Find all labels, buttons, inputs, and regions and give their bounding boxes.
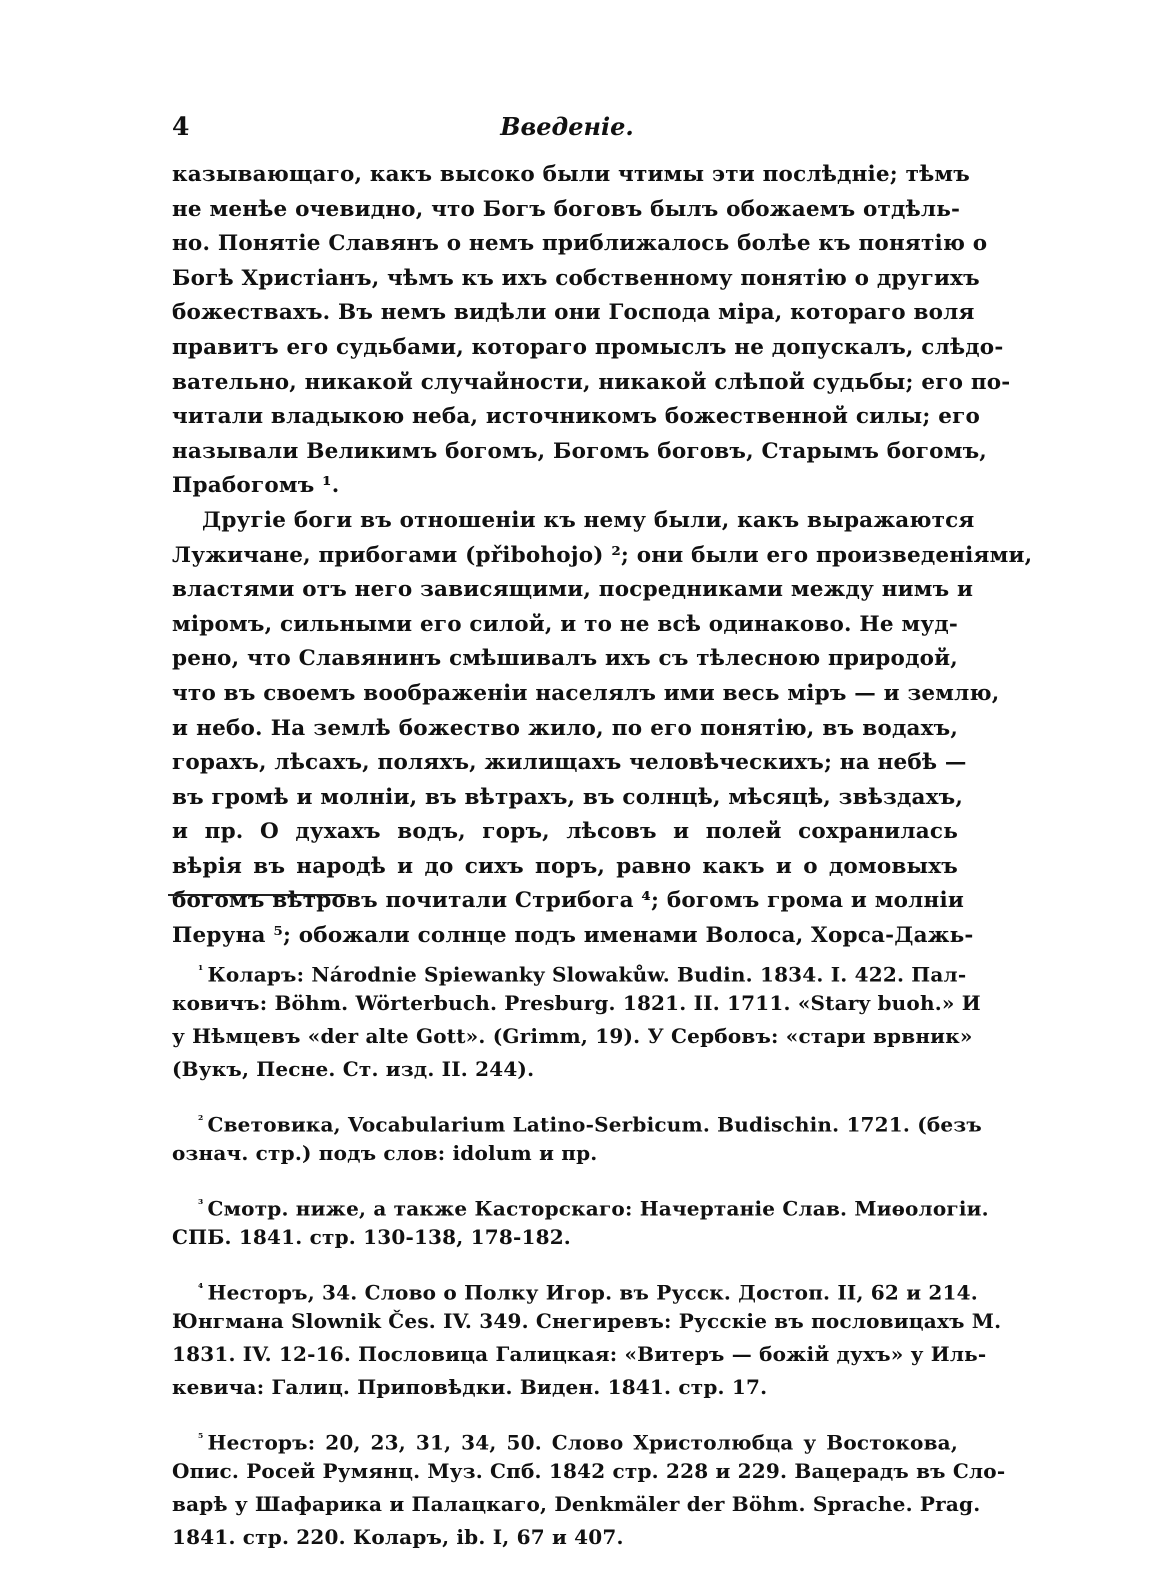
footnote-5 [172,1422,1006,1554]
footnote-marker: ⁴ [198,1281,204,1295]
footnote-line: СПБ. 1841. стр. 130-138, 178-182. [172,1225,571,1249]
paragraph-2 [172,504,1033,954]
text-line: въ громѣ и молніи, въ вѣтрахъ, въ солнцѣ, мѣсяцѣ, звѣздахъ, [172,784,964,810]
footnote-3 [172,1188,989,1254]
footnote-line: у Нѣмцевъ «der alte Gott». (Grimm, 19). У Сербовъ: «стари врвник» [172,1024,973,1048]
footnote-4 [172,1272,1002,1404]
footnote-text: Несторъ, 34. Слово о Полку Игор. въ Русск. Достоп. II, 62 и 214. [207,1280,978,1305]
text-line: міромъ, сильными его силой, и то не всѣ одинаково. Не муд- [172,611,958,637]
text-line: Другіе боги въ отношеніи къ нему были, какъ выражаются [202,507,975,533]
footnote-line: означ. стр.) подъ слов: idolum и пр. [172,1141,598,1165]
footnote-line: (Вукъ, Песне. Ст. изд. II. 244). [172,1057,535,1081]
footnote-text: Смотр. ниже, а также Касторскаго: Начертаніе Слав. Миѳологіи. [207,1196,989,1221]
footnote-marker: ⁵ [198,1431,204,1445]
footnote-1 [172,954,981,1086]
footnote-line [172,1272,978,1305]
footnote-line: ковичъ: Böhm. Wörterbuch. Presburg. 1821. II. 1711. «Stary buoh.» И [172,991,981,1015]
footnote-line: 1831. IV. 12-16. Пословица Галицкая: «Витеръ — божій духъ» у Иль- [172,1342,987,1366]
text-line: Прабогомъ ¹. [172,473,340,499]
text-line: читали владыкою неба, источникомъ божественной силы; его [172,404,981,430]
text-line: вательно, никакой случайности, никакой слѣпой судьбы; его по- [172,369,1011,395]
footnote-line: Юнгмана Slownik Čes. IV. 349. Снегиревъ: Русскіе въ пословицахъ М. [172,1309,1002,1333]
body-text [172,158,1033,954]
footnote-text: Световика, Vocabularium Latino-Serbicum. Budischin. 1721. (безъ [207,1112,982,1137]
footnote-line: варѣ у Шафарика и Палацкаго, Denkmäler der Böhm. Sprache. Prag. [172,1492,981,1516]
text-line: и небо. На землѣ божество жило, по его понятію, въ водахъ, [172,715,958,741]
footnote-line: Опис. Росей Румянц. Муз. Спб. 1842 стр. 228 и 229. Вацерадъ въ Сло- [172,1459,1006,1483]
footnote-divider [168,894,346,896]
text-line: рено, что Славянинъ смѣшивалъ ихъ съ тѣлесною природой, [172,646,958,672]
footnote-marker: ³ [198,1197,204,1211]
footnote-line [172,1422,958,1455]
text-line: богомъ вѣтровъ почитали Стрибога ⁴; богомъ грома и молніи [172,888,964,914]
text-line: Лужичане, прибогами (přibohojo) ²; они были его произведеніями, [172,542,1033,568]
text-line: что въ своемъ воображеніи населялъ ими весь міръ — и землю, [172,680,1000,706]
footnote-marker: ² [198,1113,204,1127]
footnotes [172,954,1006,1572]
text-line: казывающаго, какъ высоко были чтимы эти послѣдніе; тѣмъ [172,162,970,187]
text-line: властями отъ него зависящими, посредниками между нимъ и [172,577,974,603]
text-line: но. Понятіе Славянъ о немъ приближалось болѣе къ понятію о [172,231,988,257]
text-line: и пр. О духахъ водъ, горъ, лѣсовъ и полей сохранилась [172,819,958,845]
text-line: божествахъ. Въ немъ видѣли они Господа міра, котораго воля [172,300,975,326]
running-title: Введеніе. [500,112,634,141]
footnote-line: 1841. стр. 220. Коларъ, ib. I, 67 и 407. [172,1525,624,1549]
text-line: вѣрія въ народѣ и до сихъ поръ, равно какъ и о домовыхъ [172,853,958,879]
footnote-line [172,1104,982,1137]
text-line: Богѣ Христіанъ, чѣмъ къ ихъ собственному понятію о другихъ [172,265,980,291]
text-line: не менѣе очевидно, что Богъ боговъ былъ обожаемъ отдѣль- [172,196,961,222]
footnote-line [172,1188,989,1221]
footnote-line: кевича: Галиц. Приповѣдки. Виден. 1841. стр. 17. [172,1375,768,1399]
text-line: горахъ, лѣсахъ, поляхъ, жилищахъ человѣческихъ; на небѣ — [172,750,967,776]
footnote-marker: ¹ [198,963,204,977]
text-line: правитъ его судьбами, котораго промыслъ не допускалъ, слѣдо- [172,334,1004,360]
paragraph-1 [172,158,1011,504]
text-line: Перуна ⁵; обожали солнце подъ именами Волоса, Хорса-Дажь- [172,923,974,949]
footnote-text: Коларъ: Národnie Spiewanky Slowakůw. Budin. 1834. I. 422. Пал- [207,962,967,987]
footnote-line [172,954,967,987]
page-number: 4 [172,112,190,141]
footnote-2 [172,1104,982,1170]
text-line: называли Великимъ богомъ, Богомъ боговъ, Старымъ богомъ, [172,438,987,464]
running-head [172,112,962,146]
footnote-text: Несторъ: 20, 23, 31, 34, 50. Слово Христолюбца у Востокова, [207,1430,958,1455]
